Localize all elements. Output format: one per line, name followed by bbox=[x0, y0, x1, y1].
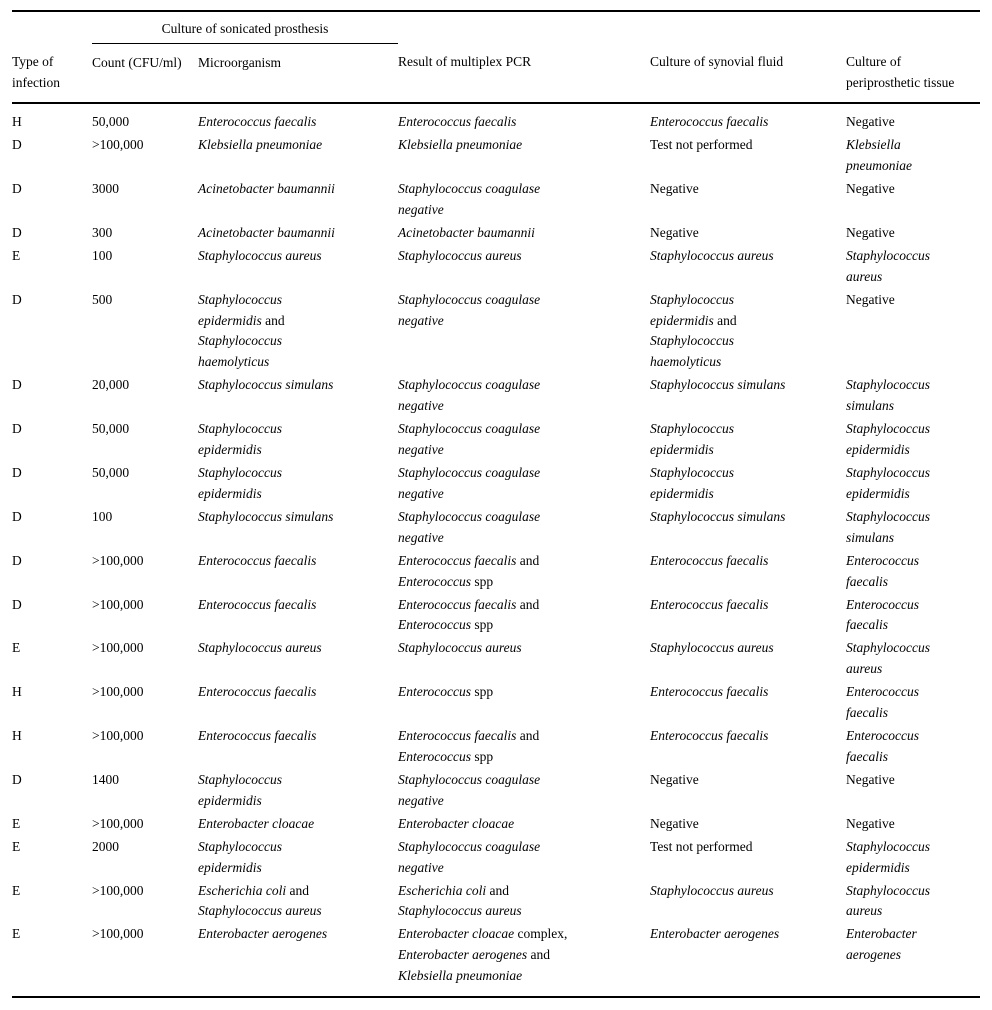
cell-multiplex-pcr-result: Enterococcus faecalis and Enterococcus spp bbox=[398, 728, 540, 764]
col-header-synovial-fluid: Culture of synovial fluid bbox=[650, 43, 846, 103]
table-row bbox=[12, 245, 980, 289]
span-header-sonicated-prosthesis: Culture of sonicated prosthesis bbox=[92, 11, 398, 43]
cell-microorganism: Escherichia coli and Staphylococcus aureus bbox=[198, 882, 322, 919]
table-row bbox=[12, 594, 980, 638]
cell-type-of-infection: D bbox=[12, 181, 22, 197]
table-row bbox=[12, 374, 980, 418]
cell-periprosthetic-tissue-culture: Negative bbox=[846, 114, 895, 130]
cell-microorganism: Enterococcus faecalis bbox=[198, 728, 317, 744]
cell-type-of-infection: E bbox=[12, 926, 21, 942]
cell-microorganism: Acinetobacter baumannii bbox=[198, 224, 335, 240]
cell-multiplex-pcr-result: Enterobacter cloacae complex, Enterobacter aerogenes and Klebsiella pneumoniae bbox=[398, 926, 568, 984]
cell-synovial-fluid-culture: Staphylococcus aureus bbox=[650, 247, 774, 263]
cell-microorganism: Staphylococcus aureus bbox=[198, 247, 322, 263]
cell-synovial-fluid-culture: Enterococcus faecalis bbox=[650, 684, 769, 700]
table-row bbox=[12, 923, 980, 997]
cell-synovial-fluid-culture: Negative bbox=[650, 815, 699, 831]
cell-count-cfu-ml: 500 bbox=[92, 291, 113, 307]
col-header-periprosthetic-tissue: Culture of periprosthetic tissue bbox=[846, 43, 980, 103]
cell-count-cfu-ml: >100,000 bbox=[92, 640, 144, 656]
cell-periprosthetic-tissue-culture: Staphylococcus simulans bbox=[846, 508, 930, 545]
cell-count-cfu-ml: >100,000 bbox=[92, 728, 144, 744]
cell-synovial-fluid-culture: Staphylococcus epidermidis and Staphylococcus haemolyticus bbox=[650, 291, 737, 370]
table-row bbox=[12, 880, 980, 924]
table-header bbox=[12, 11, 980, 103]
cell-multiplex-pcr-result: Staphylococcus aureus bbox=[398, 640, 522, 656]
table-row bbox=[12, 222, 980, 245]
table-row bbox=[12, 681, 980, 725]
cell-multiplex-pcr-result: Escherichia coli and Staphylococcus aureus bbox=[398, 882, 522, 919]
cell-multiplex-pcr-result: Enterococcus faecalis and Enterococcus spp bbox=[398, 552, 540, 589]
table-row bbox=[12, 178, 980, 222]
table-row bbox=[12, 103, 980, 134]
cell-synovial-fluid-culture: Staphylococcus simulans bbox=[650, 508, 786, 524]
cell-microorganism: Staphylococcus epidermidis bbox=[198, 838, 282, 875]
cell-synovial-fluid-culture: Staphylococcus aureus bbox=[650, 882, 774, 898]
cell-multiplex-pcr-result: Enterobacter cloacae bbox=[398, 815, 515, 831]
cell-count-cfu-ml: 300 bbox=[92, 224, 113, 240]
col-header-type-of-infection: Type of infection bbox=[12, 43, 92, 103]
cell-multiplex-pcr-result: Klebsiella pneumoniae bbox=[398, 137, 523, 153]
table-row bbox=[12, 836, 980, 880]
cell-periprosthetic-tissue-culture: Enterococcus faecalis bbox=[846, 728, 919, 764]
cell-count-cfu-ml: 20,000 bbox=[92, 377, 130, 393]
cell-multiplex-pcr-result: Staphylococcus aureus bbox=[398, 247, 522, 263]
cell-multiplex-pcr-result: Enterococcus spp bbox=[398, 684, 494, 700]
cell-microorganism: Enterobacter cloacae bbox=[198, 815, 315, 831]
cell-microorganism: Enterococcus faecalis bbox=[198, 684, 317, 700]
span-header-row bbox=[12, 11, 980, 43]
cell-periprosthetic-tissue-culture: Enterobacter aerogenes bbox=[846, 926, 917, 963]
cell-synovial-fluid-culture: Test not performed bbox=[650, 838, 753, 854]
cell-type-of-infection: E bbox=[12, 882, 21, 898]
cell-synovial-fluid-culture: Staphylococcus epidermidis bbox=[650, 465, 734, 501]
cell-type-of-infection: D bbox=[12, 377, 22, 393]
cell-type-of-infection: D bbox=[12, 596, 22, 612]
cell-periprosthetic-tissue-culture: Negative bbox=[846, 181, 895, 197]
cell-periprosthetic-tissue-culture: Staphylococcus epidermidis bbox=[846, 465, 930, 501]
col-header-count-cfu-ml: Count (CFU/ml) bbox=[92, 43, 198, 103]
cell-type-of-infection: D bbox=[12, 552, 22, 568]
cell-multiplex-pcr-result: Staphylococcus coagulase negative bbox=[398, 291, 541, 328]
cell-type-of-infection: E bbox=[12, 838, 21, 854]
cell-count-cfu-ml: 100 bbox=[92, 247, 113, 263]
cell-synovial-fluid-culture: Enterococcus faecalis bbox=[650, 596, 769, 612]
cell-count-cfu-ml: >100,000 bbox=[92, 815, 144, 831]
cell-synovial-fluid-culture: Enterococcus faecalis bbox=[650, 728, 769, 744]
column-header-row bbox=[12, 43, 980, 103]
cell-type-of-infection: D bbox=[12, 224, 22, 240]
cell-type-of-infection: H bbox=[12, 114, 22, 130]
cell-multiplex-pcr-result: Acinetobacter baumannii bbox=[398, 224, 535, 240]
cell-microorganism: Staphylococcus epidermidis bbox=[198, 465, 282, 501]
cell-count-cfu-ml: >100,000 bbox=[92, 882, 144, 898]
cell-periprosthetic-tissue-culture: Enterococcus faecalis bbox=[846, 684, 919, 721]
table-row bbox=[12, 813, 980, 836]
cell-synovial-fluid-culture: Negative bbox=[650, 181, 699, 197]
cell-synovial-fluid-culture: Staphylococcus simulans bbox=[650, 377, 786, 393]
table-row bbox=[12, 418, 980, 462]
table-row bbox=[12, 637, 980, 681]
cell-synovial-fluid-culture: Enterococcus faecalis bbox=[650, 114, 769, 130]
cell-multiplex-pcr-result: Enterococcus faecalis and Enterococcus spp bbox=[398, 596, 540, 633]
cell-periprosthetic-tissue-culture: Negative bbox=[846, 291, 895, 307]
cell-count-cfu-ml: >100,000 bbox=[92, 684, 144, 700]
table-row bbox=[12, 289, 980, 375]
table-row bbox=[12, 769, 980, 813]
cell-type-of-infection: D bbox=[12, 137, 22, 153]
cell-synovial-fluid-culture: Negative bbox=[650, 771, 699, 787]
cell-type-of-infection: H bbox=[12, 728, 22, 744]
header-spacer bbox=[12, 11, 92, 43]
cell-periprosthetic-tissue-culture: Staphylococcus simulans bbox=[846, 377, 930, 414]
cell-type-of-infection: E bbox=[12, 247, 21, 263]
table-row bbox=[12, 134, 980, 178]
cell-count-cfu-ml: >100,000 bbox=[92, 552, 144, 568]
cell-count-cfu-ml: 50,000 bbox=[92, 465, 130, 481]
cell-periprosthetic-tissue-culture: Enterococcus faecalis bbox=[846, 552, 919, 589]
cell-microorganism: Staphylococcus aureus bbox=[198, 640, 322, 656]
cell-periprosthetic-tissue-culture: Staphylococcus aureus bbox=[846, 640, 930, 677]
cell-microorganism: Staphylococcus epidermidis and Staphylococcus haemolyticus bbox=[198, 291, 285, 370]
cell-synovial-fluid-culture: Test not performed bbox=[650, 137, 753, 153]
cell-type-of-infection: E bbox=[12, 815, 21, 831]
cell-microorganism: Enterococcus faecalis bbox=[198, 596, 317, 612]
cell-microorganism: Enterococcus faecalis bbox=[198, 552, 317, 568]
cell-periprosthetic-tissue-culture: Klebsiella pneumoniae bbox=[846, 137, 912, 174]
cell-microorganism: Enterobacter aerogenes bbox=[198, 926, 328, 942]
cell-periprosthetic-tissue-culture: Staphylococcus aureus bbox=[846, 882, 930, 919]
cell-multiplex-pcr-result: Staphylococcus coagulase negative bbox=[398, 771, 541, 808]
cell-count-cfu-ml: >100,000 bbox=[92, 137, 144, 153]
cell-count-cfu-ml: >100,000 bbox=[92, 596, 144, 612]
cell-periprosthetic-tissue-culture: Enterococcus faecalis bbox=[846, 596, 919, 633]
culture-results-table bbox=[12, 10, 980, 998]
header-spacer bbox=[398, 11, 980, 43]
table-row bbox=[12, 550, 980, 594]
table-row bbox=[12, 462, 980, 506]
cell-count-cfu-ml: 50,000 bbox=[92, 421, 130, 437]
cell-microorganism: Staphylococcus epidermidis bbox=[198, 771, 282, 808]
cell-synovial-fluid-culture: Staphylococcus epidermidis bbox=[650, 421, 734, 458]
cell-count-cfu-ml: 3000 bbox=[92, 181, 119, 197]
cell-microorganism: Staphylococcus simulans bbox=[198, 508, 334, 524]
cell-microorganism: Staphylococcus simulans bbox=[198, 377, 334, 393]
cell-count-cfu-ml: 100 bbox=[92, 508, 113, 524]
cell-synovial-fluid-culture: Negative bbox=[650, 224, 699, 240]
col-header-multiplex-pcr: Result of multiplex PCR bbox=[398, 43, 650, 103]
cell-multiplex-pcr-result: Staphylococcus coagulase negative bbox=[398, 838, 541, 875]
cell-periprosthetic-tissue-culture: Staphylococcus aureus bbox=[846, 247, 930, 284]
cell-count-cfu-ml: >100,000 bbox=[92, 926, 144, 942]
cell-type-of-infection: E bbox=[12, 640, 21, 656]
cell-type-of-infection: D bbox=[12, 465, 22, 481]
table-row bbox=[12, 725, 980, 769]
cell-type-of-infection: D bbox=[12, 771, 22, 787]
cell-periprosthetic-tissue-culture: Negative bbox=[846, 224, 895, 240]
cell-type-of-infection: H bbox=[12, 684, 22, 700]
table-body bbox=[12, 103, 980, 997]
cell-microorganism: Staphylococcus epidermidis bbox=[198, 421, 282, 458]
cell-multiplex-pcr-result: Enterococcus faecalis bbox=[398, 114, 517, 130]
cell-synovial-fluid-culture: Enterobacter aerogenes bbox=[650, 926, 780, 942]
cell-multiplex-pcr-result: Staphylococcus coagulase negative bbox=[398, 508, 541, 545]
cell-multiplex-pcr-result: Staphylococcus coagulase negative bbox=[398, 465, 541, 501]
cell-periprosthetic-tissue-culture: Negative bbox=[846, 771, 895, 787]
cell-type-of-infection: D bbox=[12, 421, 22, 437]
cell-microorganism: Enterococcus faecalis bbox=[198, 114, 317, 130]
col-header-microorganism: Microorganism bbox=[198, 43, 398, 103]
cell-periprosthetic-tissue-culture: Staphylococcus epidermidis bbox=[846, 838, 930, 875]
cell-periprosthetic-tissue-culture: Negative bbox=[846, 815, 895, 831]
cell-multiplex-pcr-result: Staphylococcus coagulase negative bbox=[398, 181, 541, 217]
cell-multiplex-pcr-result: Staphylococcus coagulase negative bbox=[398, 421, 541, 458]
cell-multiplex-pcr-result: Staphylococcus coagulase negative bbox=[398, 377, 541, 414]
cell-type-of-infection: D bbox=[12, 291, 22, 307]
cell-count-cfu-ml: 1400 bbox=[92, 771, 119, 787]
cell-count-cfu-ml: 2000 bbox=[92, 838, 119, 854]
cell-microorganism: Klebsiella pneumoniae bbox=[198, 137, 323, 153]
cell-count-cfu-ml: 50,000 bbox=[92, 114, 130, 130]
cell-type-of-infection: D bbox=[12, 508, 22, 524]
table-row bbox=[12, 506, 980, 550]
cell-synovial-fluid-culture: Enterococcus faecalis bbox=[650, 552, 769, 568]
cell-synovial-fluid-culture: Staphylococcus aureus bbox=[650, 640, 774, 656]
cell-microorganism: Acinetobacter baumannii bbox=[198, 181, 335, 197]
cell-periprosthetic-tissue-culture: Staphylococcus epidermidis bbox=[846, 421, 930, 458]
